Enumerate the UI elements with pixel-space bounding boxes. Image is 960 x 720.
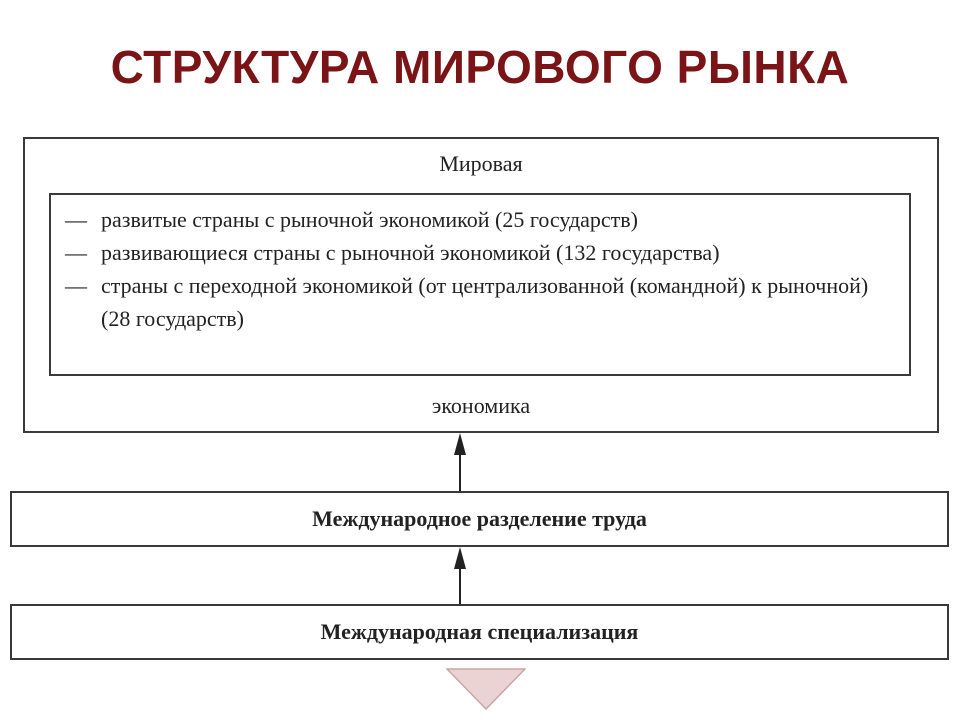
arrow-up-icon bbox=[454, 433, 466, 491]
list-dash: — bbox=[65, 273, 87, 298]
next-slide-triangle-icon[interactable] bbox=[446, 668, 526, 710]
arrow-shaft bbox=[459, 451, 461, 491]
country-group-developed bbox=[65, 203, 889, 236]
country-group-text: страны с переходной экономикой (от централизованной (командной) к рыночной) (28 государств) bbox=[101, 273, 869, 331]
country-groups-list bbox=[51, 195, 909, 335]
division-of-labor-label: Международное разделение труда bbox=[312, 506, 647, 531]
specialization-box bbox=[10, 604, 949, 660]
country-group-text: развивающиеся страны с рыночной экономикой (132 государства) bbox=[101, 240, 720, 265]
world-economy-caption-top: Мировая bbox=[439, 151, 523, 176]
slide-title: СТРУКТУРА МИРОВОГО РЫНКА bbox=[110, 41, 850, 93]
specialization-label: Международная специализация bbox=[320, 619, 639, 644]
division-of-labor-box bbox=[10, 491, 949, 547]
country-group-transition bbox=[65, 269, 889, 335]
list-dash: — bbox=[65, 240, 87, 265]
world-economy-caption-bottom: экономика bbox=[431, 393, 531, 418]
list-dash: — bbox=[65, 207, 87, 232]
arrow-up-icon bbox=[454, 547, 466, 604]
country-groups-box bbox=[49, 193, 911, 376]
world-economy-box bbox=[23, 137, 939, 433]
country-group-text: развитые страны с рыночной экономикой (25 государств) bbox=[101, 207, 639, 232]
arrow-shaft bbox=[459, 565, 461, 604]
country-group-developing bbox=[65, 236, 889, 269]
triangle-shape bbox=[447, 669, 525, 709]
